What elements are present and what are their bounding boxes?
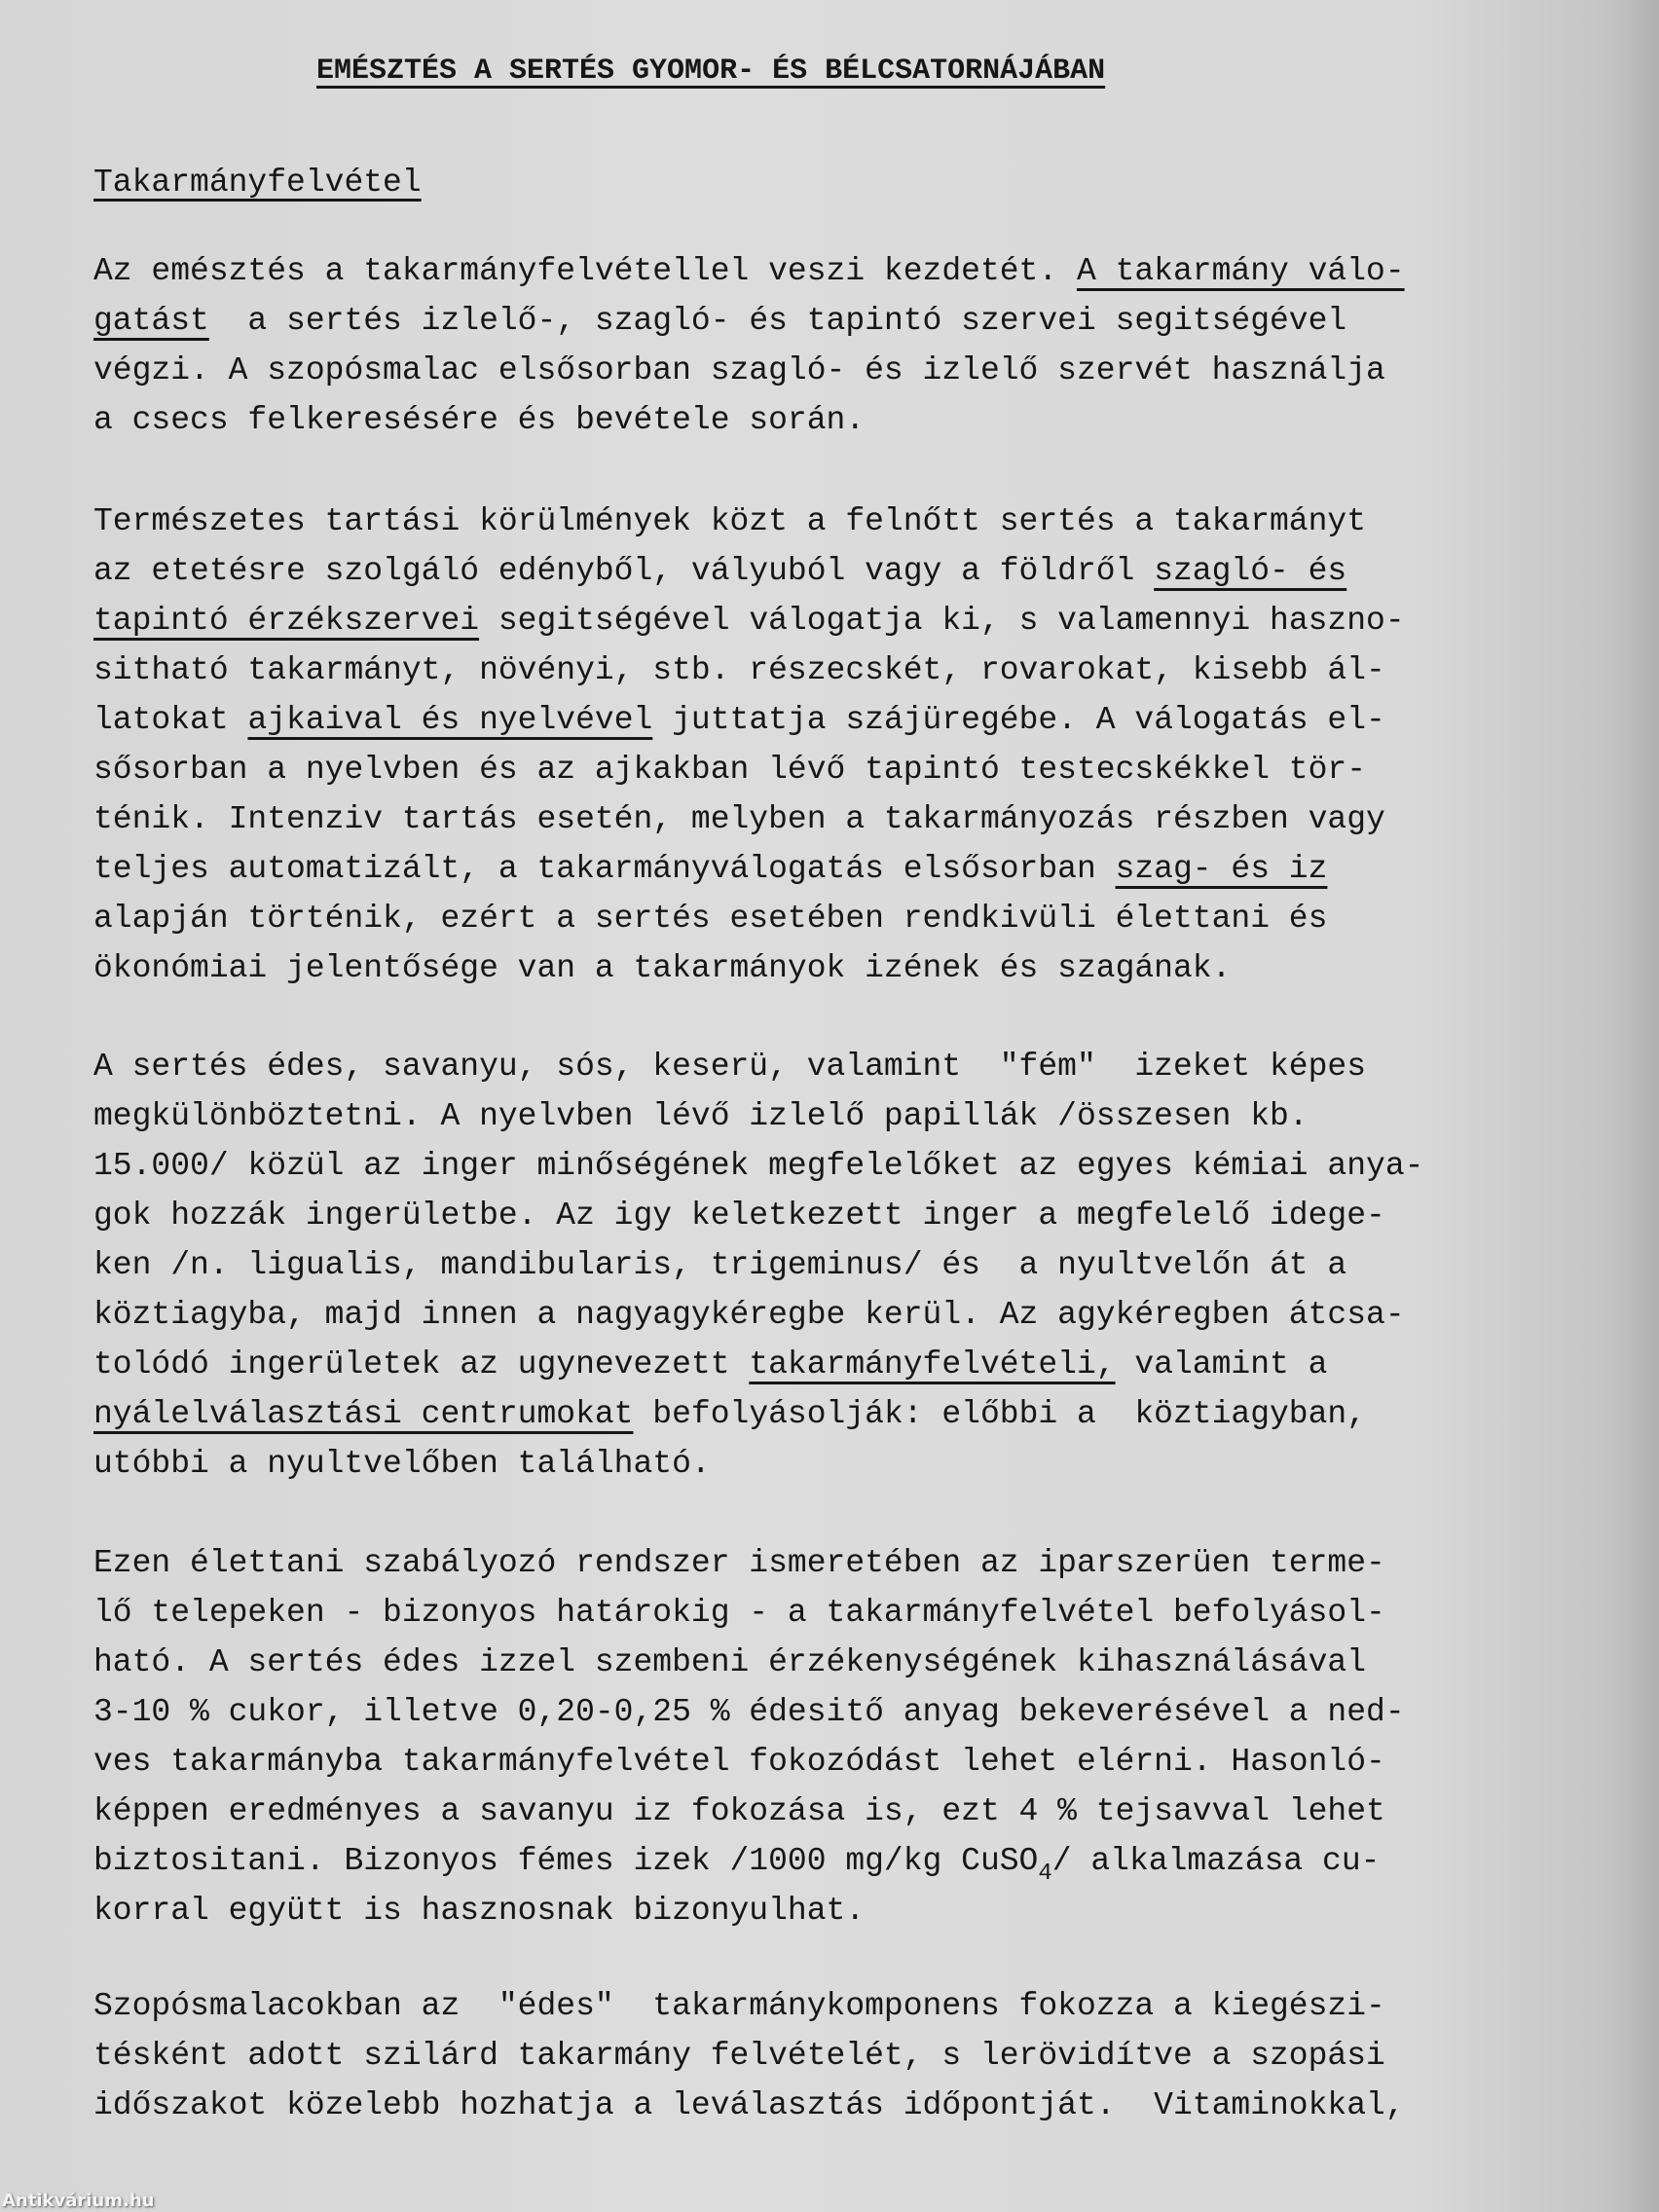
text-line xyxy=(93,596,1405,645)
underlined-text: tapintó érzékszervei xyxy=(93,603,480,639)
text-segment: sitható takarmányt, növényi, stb. részecskét, rovarokat, kisebb ál- xyxy=(93,652,1385,688)
text-line xyxy=(93,1340,1423,1389)
text-line xyxy=(93,1240,1423,1290)
text-line xyxy=(93,546,1405,596)
text-segment: Ezen élettani szabályozó rendszer ismeretében az iparszerüen terme- xyxy=(93,1545,1385,1581)
text-line xyxy=(93,2031,1405,2081)
text-line xyxy=(93,497,1405,546)
paragraph xyxy=(93,497,1405,993)
text-segment: ténik. Intenziv tartás esetén, melyben a takarmányozás részben vagy xyxy=(93,801,1385,837)
text-segment: az etetésre szolgáló edényből, vályuból vagy a földről xyxy=(93,553,1155,589)
text-line xyxy=(93,1588,1405,1638)
paragraph xyxy=(93,246,1405,445)
text-line xyxy=(93,695,1405,745)
paragraph xyxy=(93,1538,1405,1936)
text-line xyxy=(93,1737,1405,1787)
text-segment: teljes automatizált, a takarmányválogatás elsősorban xyxy=(93,851,1116,887)
text-line xyxy=(93,1886,1405,1936)
watermark: Antikvárium.hu xyxy=(2,2191,155,2211)
text-line xyxy=(93,1389,1423,1439)
text-line xyxy=(93,1981,1405,2031)
underlined-text: ajkaival és nyelvével xyxy=(247,702,653,738)
text-segment: juttatja szájüregébe. A válogatás el- xyxy=(652,702,1385,738)
text-line xyxy=(93,1439,1423,1489)
text-line xyxy=(93,745,1405,794)
text-segment: köztiagyba, majd innen a nagyagykéregbe kerül. Az agykéregben átcsa- xyxy=(93,1297,1405,1333)
text-segment: biztositani. Bizonyos fémes izek /1000 mg/kg CuSO xyxy=(93,1843,1039,1879)
text-segment: a csecs felkeresésére és bevétele során. xyxy=(93,402,866,438)
text-segment: 3-10 % cukor, illetve 0,20-0,25 % édesitő anyag bekeverésével a ned- xyxy=(93,1694,1405,1730)
text-segment: valamint a xyxy=(1115,1346,1328,1382)
section-heading: Takarmányfelvétel xyxy=(93,165,422,201)
text-segment: gok hozzák ingerületbe. Az igy keletkezett inger a megfelelő idege- xyxy=(93,1198,1385,1234)
text-segment: időszakot közelebb hozhatja a leválasztás időpontját. Vitaminokkal, xyxy=(93,2087,1405,2123)
text-segment: ves takarmányba takarmányfelvétel fokozódást lehet elérni. Hasonló- xyxy=(93,1744,1385,1780)
text-segment: tolódó ingerületek az ugynevezett xyxy=(93,1346,750,1382)
text-segment: korral együtt is hasznosnak bizonyulhat. xyxy=(93,1893,866,1929)
text-line xyxy=(93,1687,1405,1737)
text-segment: sősorban a nyelvben és az ajkakban lévő tapintó testecskékkel tör- xyxy=(93,752,1367,788)
text-line xyxy=(93,1141,1423,1191)
text-segment: tésként adott szilárd takarmány felvételét, s lerövidítve a szopási xyxy=(93,2038,1385,2074)
text-segment: Az emésztés a takarmányfelvétellel veszi kezdetét. xyxy=(93,253,1077,289)
text-line xyxy=(93,1091,1423,1141)
text-segment: ható. A sertés édes izzel szembeni érzékenységének kihasználásával xyxy=(93,1644,1367,1680)
text-line xyxy=(93,794,1405,844)
underlined-text: szag- és iz xyxy=(1115,851,1328,887)
text-line xyxy=(93,296,1405,346)
text-line xyxy=(93,1538,1405,1588)
text-line xyxy=(93,395,1405,445)
text-segment: ken /n. ligualis, mandibularis, trigeminus/ és a nyultvelőn át a xyxy=(93,1247,1347,1283)
text-line xyxy=(93,645,1405,695)
underlined-text: gatást xyxy=(93,303,209,339)
document-title: EMÉSZTÉS A SERTÉS GYOMOR- ÉS BÉLCSATORNÁJÁBAN xyxy=(316,55,1106,88)
text-segment: 15.000/ közül az inger minőségének megfelelőket az egyes kémiai anya- xyxy=(93,1148,1424,1184)
text-line xyxy=(93,1042,1423,1091)
text-line xyxy=(93,246,1405,296)
text-line xyxy=(93,1836,1405,1886)
underlined-text: takarmányfelvételi, xyxy=(749,1346,1116,1382)
text-segment: lő telepeken - bizonyos határokig - a takarmányfelvétel befolyásol- xyxy=(93,1595,1385,1631)
text-line xyxy=(93,943,1405,993)
text-segment: megkülönböztetni. A nyelvben lévő izlelő papillák /összesen kb. xyxy=(93,1098,1309,1134)
text-segment: / alkalmazása cu- xyxy=(1051,1843,1381,1879)
text-segment: befolyásolják: előbbi a köztiagyban, xyxy=(633,1396,1367,1432)
underlined-text: szagló- és xyxy=(1154,553,1347,589)
text-line xyxy=(93,1787,1405,1836)
text-segment: segitségével válogatja ki, s valamennyi haszno- xyxy=(479,603,1405,639)
text-segment: A sertés édes, savanyu, sós, keserü, valamint "fém" izeket képes xyxy=(93,1049,1367,1085)
text-line xyxy=(93,346,1405,395)
text-line xyxy=(93,1638,1405,1687)
paragraph xyxy=(93,1981,1405,2130)
text-line xyxy=(93,2081,1405,2130)
paragraph xyxy=(93,1042,1423,1489)
text-segment: képpen eredményes a savanyu iz fokozása is, ezt 4 % tejsavval lehet xyxy=(93,1793,1385,1829)
text-segment: Természetes tartási körülmények közt a felnőtt sertés a takarmányt xyxy=(93,503,1367,539)
text-line xyxy=(93,844,1405,894)
underlined-text: nyálelválasztási centrumokat xyxy=(93,1396,634,1432)
text-line xyxy=(93,1191,1423,1240)
text-line xyxy=(93,1290,1423,1340)
text-line xyxy=(93,894,1405,943)
text-segment: a sertés izlelő-, szagló- és tapintó szervei segitségével xyxy=(208,303,1347,339)
underlined-text: A takarmány válo- xyxy=(1076,253,1405,289)
subscript-text: 4 xyxy=(1038,1861,1052,1887)
text-segment: ökonómiai jelentősége van a takarmányok izének és szagának. xyxy=(93,950,1232,986)
text-segment: utóbbi a nyultvelőben található. xyxy=(93,1446,711,1482)
text-segment: alapján történik, ezért a sertés esetében rendkivüli élettani és xyxy=(93,901,1328,937)
text-segment: végzi. A szopósmalac elsősorban szagló- és izlelő szervét használja xyxy=(93,352,1385,388)
text-segment: Szopósmalacokban az "édes" takarmánykomponens fokozza a kiegészi- xyxy=(93,1988,1385,2024)
text-segment: latokat xyxy=(93,702,248,738)
